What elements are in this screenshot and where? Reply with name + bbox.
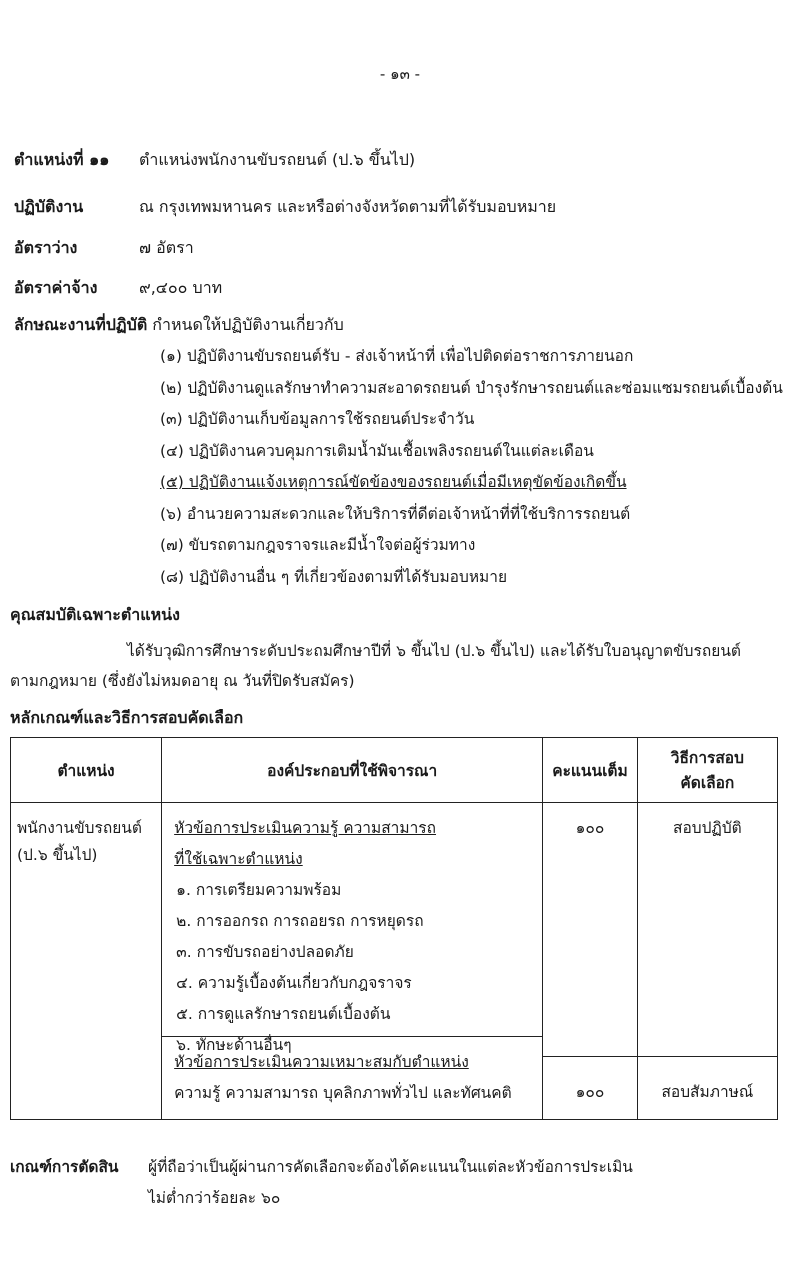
- column-header-full-score: คะแนนเต็ม: [543, 738, 638, 803]
- duty-item: (๖) อำนวยความสะดวกและให้บริการที่ดีต่อเจ้าหน้าที่ที่ใช้บริการรถยนต์: [160, 504, 631, 523]
- assessment-item: ๕. การดูแลรักษารถยนต์เบื้องต้น: [176, 1005, 391, 1023]
- position-header: [14, 148, 415, 173]
- section-title: ที่ใช้เฉพาะตำแหน่ง: [174, 850, 303, 868]
- salary-label: อัตราค่าจ้าง: [14, 278, 98, 297]
- position-label: ตำแหน่งที่ ๑๑: [14, 150, 110, 169]
- section-title: หัวข้อการประเมินความรู้ ความสามารถ: [174, 819, 437, 837]
- components-cell: [162, 803, 543, 1120]
- workplace-value: ณ กรุงเทพมหานคร และหรือต่างจังหวัดตามที่ได้รับมอบหมาย: [139, 197, 557, 216]
- decision-criteria: [10, 1152, 633, 1214]
- criteria-table: [10, 737, 778, 1120]
- position-name: พนักงานขับรถยนต์: [17, 819, 142, 837]
- section-detail: ความรู้ ความสามารถ บุคลิกภาพทั่วไป และทัศนคติ: [174, 1084, 512, 1102]
- duty-item: (๑) ปฏิบัติงานขับรถยนต์รับ - ส่งเจ้าหน้าที่ เพื่อไปติดต่อราชการภายนอก: [160, 347, 634, 365]
- vacancy-label: อัตราว่าง: [14, 238, 78, 257]
- criteria-heading: หลักเกณฑ์และวิธีการสอบคัดเลือก: [10, 708, 244, 727]
- workplace-label: ปฏิบัติงาน: [14, 197, 84, 216]
- duties-row: [14, 313, 344, 338]
- score-cell: [543, 803, 638, 1120]
- decision-line: ผู้ที่ถือว่าเป็นผู้ผ่านการคัดเลือกจะต้องได้คะแนนในแต่ละหัวข้อการประเมิน: [148, 1158, 633, 1176]
- position-title: ตำแหน่งพนักงานขับรถยนต์ (ป.๖ ขึ้นไป): [139, 150, 416, 169]
- vacancy-row: [14, 236, 194, 261]
- page-number: - ๑๓ -: [379, 65, 421, 83]
- assessment-item: ๒. การออกรถ การถอยรถ การหยุดรถ: [176, 912, 424, 930]
- duties-list: [160, 343, 783, 595]
- method-cell: [637, 803, 777, 1120]
- duty-item: (๒) ปฏิบัติงานดูแลรักษาทำความสะอาดรถยนต์ บำรุงรักษารถยนต์และซ่อมแซมรถยนต์เบื้องต้น: [160, 378, 783, 397]
- salary-row: [14, 276, 222, 301]
- workplace-row: [14, 195, 556, 220]
- duty-item: (๕) ปฏิบัติงานแจ้งเหตุการณ์ขัดข้องของรถยนต์เมื่อมีเหตุขัดข้องเกิดขึ้น: [160, 473, 627, 491]
- section-title: หัวข้อการประเมินความเหมาะสมกับตำแหน่ง: [174, 1053, 469, 1071]
- knowledge-assessment: [162, 803, 542, 1054]
- duty-item: (๘) ปฏิบัติงานอื่น ๆ ที่เกี่ยวข้องตามที่ได้รับมอบหมาย: [160, 567, 508, 586]
- decision-line: ไม่ต่ำกว่าร้อยละ ๖๐: [148, 1189, 281, 1207]
- assessment-item: ๔. ความรู้เบื้องต้นเกี่ยวกับกฎจราจร: [176, 974, 412, 992]
- duty-item: (๓) ปฏิบัติงานเก็บข้อมูลการใช้รถยนต์ประจำวัน: [160, 410, 475, 428]
- column-header-method: วิธีการสอบ คัดเลือก: [637, 738, 777, 803]
- suitability-score: ๑๐๐: [543, 1056, 637, 1119]
- position-level: (ป.๖ ขึ้นไป): [17, 846, 98, 864]
- column-header-position: ตำแหน่ง: [11, 738, 162, 803]
- qualifications-line: ได้รับวุฒิการศึกษาระดับประถมศึกษาปีที่ ๖ ขึ้นไป (ป.๖ ขึ้นไป) และได้รับใบอนุญาตขับรถยนต์: [127, 642, 741, 660]
- assessment-item: ๑. การเตรียมความพร้อม: [176, 881, 342, 899]
- knowledge-method: สอบปฏิบัติ: [672, 819, 742, 837]
- suitability-method: สอบสัมภาษณ์: [638, 1056, 777, 1119]
- qualifications-heading: คุณสมบัติเฉพาะตำแหน่ง: [10, 605, 180, 624]
- salary-value: ๙,๔๐๐ บาท: [139, 278, 223, 297]
- assessment-item: ๖. ทักษะด้านอื่นๆ: [176, 1036, 292, 1054]
- suitability-assessment: [162, 1036, 542, 1119]
- duties-intro: กำหนดให้ปฏิบัติงานเกี่ยวกับ: [152, 315, 344, 334]
- duties-label: ลักษณะงานที่ปฏิบัติ: [14, 315, 148, 334]
- qualifications-text: [10, 636, 790, 696]
- column-header-components: องค์ประกอบที่ใช้พิจารณา: [162, 738, 543, 803]
- knowledge-score: ๑๐๐: [575, 819, 605, 837]
- qualifications-line: ตามกฎหมาย (ซึ่งยังไม่หมดอายุ ณ วันที่ปิดรับสมัคร): [10, 672, 355, 690]
- decision-label: เกณฑ์การตัดสิน: [10, 1158, 119, 1176]
- duty-item: (๔) ปฏิบัติงานควบคุมการเติมน้ำมันเชื้อเพลิงรถยนต์ในแต่ละเดือน: [160, 441, 594, 460]
- position-cell: [11, 803, 162, 1120]
- assessment-item: ๓. การขับรถอย่างปลอดภัย: [176, 943, 354, 961]
- vacancy-value: ๗ อัตรา: [139, 238, 194, 257]
- duty-item: (๗) ขับรถตามกฎจราจรและมีน้ำใจต่อผู้ร่วมทาง: [160, 536, 476, 554]
